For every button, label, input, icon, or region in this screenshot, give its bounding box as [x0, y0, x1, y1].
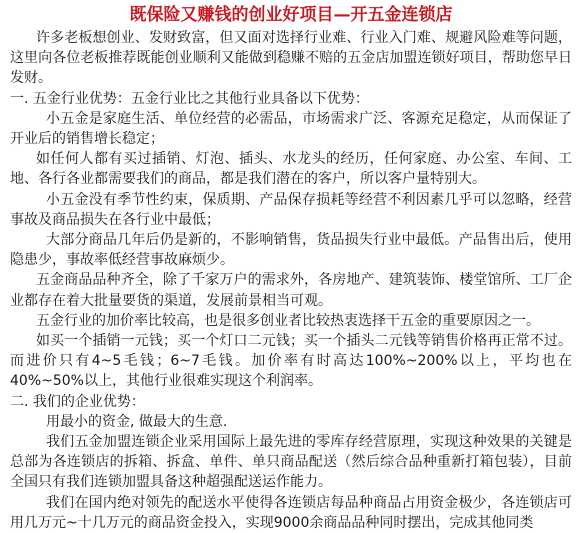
- paragraph: 如任何人都有买过插销、灯泡、插头、水龙头的经历，任何家庭、办公室、车间、工地、各行各业都需要我们的商品，都是我们潜在的客户，所以客户量特别大。: [10, 151, 572, 188]
- paragraph: 五金商品品种齐全，除了千家万户的需求外，各房地产、建筑装饰、楼堂馆所、工厂企业都存在着大批量要货的渠道，发展前景相当可观。: [10, 272, 572, 309]
- paragraph: 我们五金加盟连锁企业采用国际上最先进的零库存经营原理，实现这种效果的关键是总部为各连锁店的拆箱、拆盒、单件、单只商品配送（然后综合品种重新打箱包装），目前全国只有我们连锁加盟具备这种超强配送运作能力。: [10, 434, 572, 491]
- intro-paragraph: 许多老板想创业、发财致富，但又面对选择行业难、行业入门难、规避风险难等问题，这里向各位老板推荐既能创业顺利又能做到稳赚不赔的五金店加盟连锁好项目，帮助您早日发财。: [10, 30, 572, 87]
- section-heading-company-advantages: 二. 我们的企业优势：: [10, 393, 145, 410]
- paragraph: 如买一个插销一元钱；买一个灯口二元钱；买一个插头二元钱等销售价格再正常不过。而进价只有4~5毛钱；6~7毛钱。加价率有时高达100%~200%以上，平均也在40%~50%以上，其他行业很难实现这个利润率。: [10, 333, 572, 390]
- paragraph: 小五金没有季节性约束，保质期、产品保存损耗等经营不利因素几乎可以忽略，经营事故及商品损失在各行业中最低；: [10, 191, 572, 228]
- paragraph: 用最小的资金, 做最大的生意.: [46, 413, 228, 430]
- paragraph: 我们在国内绝对领先的配送水平使得各连锁店每品种商品占用资金极少，各连锁店可用几万元~十几万元的商品资金投入，实现9000余商品品种同时摆出，完成其他同类: [10, 494, 572, 531]
- paragraph: 小五金是家庭生活、单位经营的必需品，市场需求广泛、客源充足稳定，从而保证了开业后的销售增长稳定；: [10, 110, 572, 148]
- document-title: 既保险又赚钱的创业好项目—开五金连锁店: [129, 5, 453, 25]
- paragraph: 五金行业的加价率比较高，也是很多创业者比较热衷选择干五金的重要原因之一。: [36, 312, 540, 329]
- section-heading-industry-advantages: 一. 五金行业优势：五金行业比之其他行业具备以下优势：: [10, 90, 369, 107]
- paragraph: 大部分商品几年后仍是新的，不影响销售，货品损失行业中最低。产品售出后，使用隐患少，事故率低经营事故麻烦少。: [10, 232, 572, 269]
